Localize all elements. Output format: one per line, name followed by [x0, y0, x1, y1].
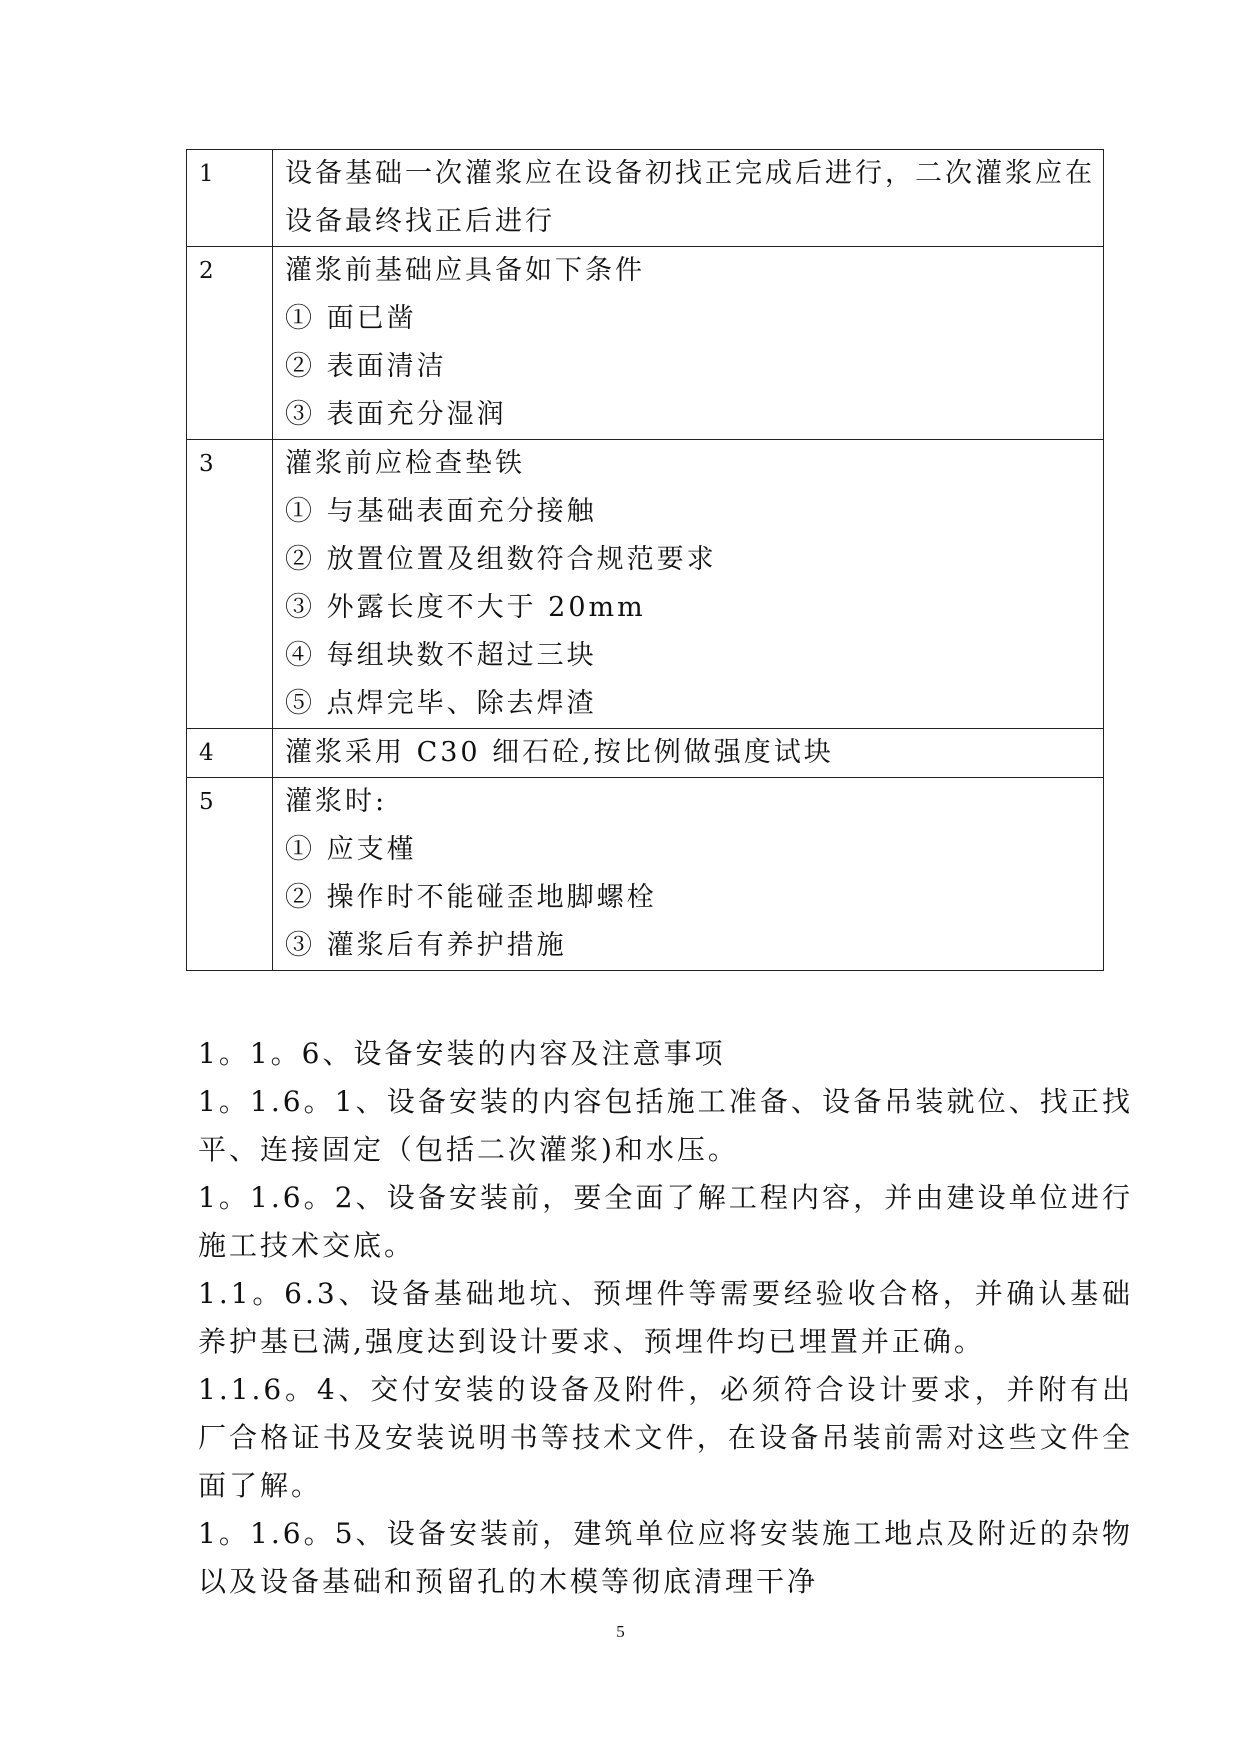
row-number: 1 [187, 150, 273, 247]
row-line: ② 表面清洁 [285, 351, 447, 382]
row-line: ③ 外露长度不大于 20mm [285, 592, 646, 623]
table-row [187, 729, 1104, 778]
paragraph: 1。1.6。2、设备安装前，要全面了解工程内容，并由建设单位进行施工技术交底。 [198, 1181, 1133, 1262]
paragraph: 1。1.6。1、设备安装的内容包括施工准备、设备吊装就位、找正找平、连接固定（包括二次灌浆)和水压。 [198, 1085, 1133, 1166]
row-content [273, 150, 1104, 247]
row-line: ② 操作时不能碰歪地脚螺栓 [285, 882, 657, 913]
row-number: 5 [187, 778, 273, 971]
table-row [187, 150, 1104, 247]
row-line: 灌浆时: [285, 786, 388, 817]
row-line: ② 放置位置及组数符合规范要求 [285, 544, 717, 575]
row-line: ① 应支槿 [285, 834, 417, 865]
paragraph: 1。1.6。5、设备安装前，建筑单位应将安装施工地点及附近的杂物以及设备基础和预留孔的木模等彻底清理干净 [198, 1517, 1133, 1598]
table-row [187, 778, 1104, 971]
table-row [187, 440, 1104, 729]
paragraph: 1.1.6。4、交付安装的设备及附件，必须符合设计要求，并附有出厂合格证书及安装说明书等技术文件，在设备吊装前需对这些文件全面了解。 [198, 1373, 1133, 1502]
row-content [273, 778, 1104, 971]
row-line: 灌浆采用 C30 细石砼,按比例做强度试块 [285, 737, 834, 768]
body-text [198, 1030, 1133, 1606]
section-heading: 1。1。6、设备安装的内容及注意事项 [198, 1037, 726, 1070]
page-number: 5 [616, 1622, 625, 1641]
row-line: ① 与基础表面充分接触 [285, 496, 597, 527]
row-number: 3 [187, 440, 273, 729]
row-line: ③ 表面充分湿润 [285, 399, 507, 430]
row-line: 灌浆前基础应具备如下条件 [285, 255, 645, 286]
row-number: 2 [187, 247, 273, 440]
row-line: 灌浆前应检查垫铁 [285, 448, 525, 479]
paragraph: 1.1。6.3、设备基础地坑、预埋件等需要经验收合格，并确认基础养护基已满,强度达到设计要求、预埋件均已埋置并正确。 [198, 1277, 1133, 1358]
row-content [273, 247, 1104, 440]
row-line: 设备基础一次灌浆应在设备初找正完成后进行，二次灌浆应在设备最终找正后进行 [285, 158, 1095, 237]
row-number: 4 [187, 729, 273, 778]
row-line: ④ 每组块数不超过三块 [285, 640, 597, 671]
row-line: ⑤ 点焊完毕、除去焊渣 [285, 688, 597, 719]
row-line: ③ 灌浆后有养护措施 [285, 930, 567, 961]
grouting-requirements-table [186, 149, 1104, 971]
row-content [273, 440, 1104, 729]
row-line: ① 面已凿 [285, 303, 417, 334]
table-row [187, 247, 1104, 440]
row-content [273, 729, 1104, 778]
